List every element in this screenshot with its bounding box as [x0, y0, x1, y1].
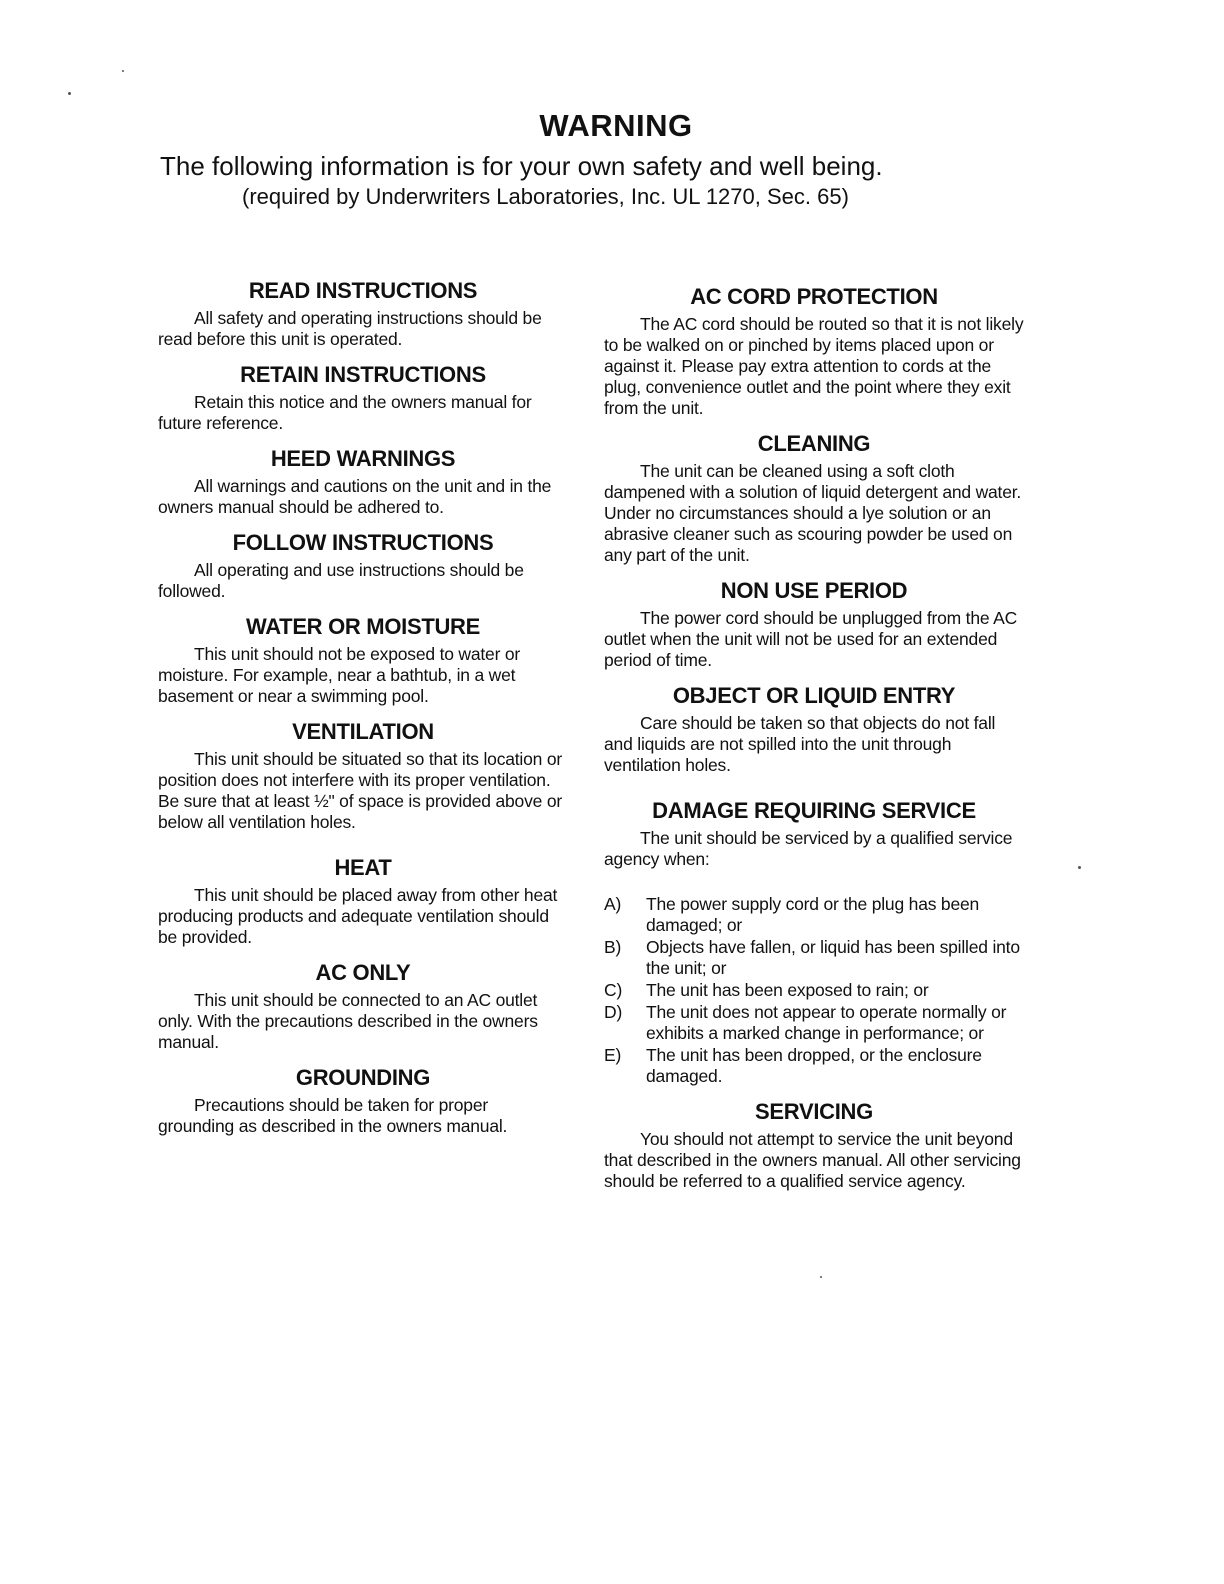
section-non-use-period — [604, 578, 1024, 671]
scan-speck — [820, 1276, 822, 1278]
section-body: This unit should be placed away from other heat producing products and adequate ventilation should be provided. — [158, 885, 558, 947]
section-body: All safety and operating instructions should be read before this unit is operated. — [158, 308, 542, 349]
section-water-or-moisture — [158, 614, 568, 707]
section-follow-instructions — [158, 530, 568, 602]
section-heat — [158, 855, 568, 948]
section-grounding — [158, 1065, 568, 1137]
section-servicing — [604, 1099, 1024, 1192]
section-ac-cord-protection — [604, 284, 1024, 419]
section-title: HEED WARNINGS — [270, 446, 456, 471]
section-title: WATER OR MOISTURE — [245, 614, 481, 639]
left-column — [158, 278, 568, 1149]
section-body: The unit should be serviced by a qualified service agency when: — [604, 828, 1013, 869]
section-body: This unit should not be exposed to water or moisture. For example, near a bathtub, in a wet basement or near a swimming pool. — [158, 644, 521, 706]
scan-speck — [68, 92, 71, 95]
section-title: READ INSTRUCTIONS — [248, 278, 478, 303]
section-title: GROUNDING — [295, 1065, 431, 1090]
section-ac-only — [158, 960, 568, 1053]
section-body: This unit should be connected to an AC outlet only. With the precautions described in the owners manual. — [158, 990, 538, 1052]
damage-conditions-list — [604, 894, 1024, 1087]
section-cleaning — [604, 431, 1024, 566]
list-item-text: The power supply cord or the plug has been damaged; or — [646, 894, 980, 935]
section-body: Retain this notice and the owners manual for future reference. — [158, 392, 532, 433]
section-title: SERVICING — [755, 1099, 873, 1124]
section-body: This unit should be situated so that its location or position does not interfere with its proper ventilation. Be sure that at least ½" of space is provided above or below all ventilation holes. — [158, 749, 563, 832]
section-body: The power cord should be unplugged from the AC outlet when the unit will not be used for an extended period of time. — [604, 608, 1018, 670]
section-title: RETAIN INSTRUCTIONS — [240, 362, 486, 387]
section-title: HEAT — [334, 855, 392, 880]
warning-title: WARNING — [539, 108, 693, 143]
section-title: NON USE PERIOD — [720, 578, 908, 603]
ul-requirement-note: (required by Underwriters Laboratories, Inc. UL 1270, Sec. 65) — [242, 184, 849, 209]
list-item-text: The unit has been dropped, or the enclosure damaged. — [646, 1045, 982, 1086]
section-body: Precautions should be taken for proper grounding as described in the owners manual. — [158, 1095, 508, 1136]
list-item — [604, 937, 1024, 979]
section-ventilation — [158, 719, 568, 833]
section-body: You should not attempt to service the unit beyond that described in the owners manual. All other servicing should be referred to a qualified service agency. — [604, 1129, 1021, 1191]
section-object-or-liquid-entry — [604, 683, 1024, 776]
list-marker: D) — [604, 1002, 623, 1022]
list-marker: C) — [604, 980, 623, 1000]
section-title: AC CORD PROTECTION — [690, 284, 938, 309]
list-item-text: The unit does not appear to operate normally or exhibits a marked change in performance; or — [646, 1002, 1007, 1043]
section-title: FOLLOW INSTRUCTIONS — [232, 530, 494, 555]
right-column — [604, 284, 1024, 1204]
section-title: AC ONLY — [315, 960, 411, 985]
section-title: OBJECT OR LIQUID ENTRY — [672, 683, 956, 708]
section-body: The unit can be cleaned using a soft cloth dampened with a solution of liquid detergent and water. Under no circumstances should a lye solution or an abrasive cleaner such as scouring powder be used on any part of the unit. — [604, 461, 1022, 565]
list-item — [604, 1002, 1024, 1044]
section-title: DAMAGE REQUIRING SERVICE — [652, 798, 976, 823]
section-body: All operating and use instructions should be followed. — [158, 560, 524, 601]
list-item-text: Objects have fallen, or liquid has been spilled into the unit; or — [646, 937, 1020, 978]
section-read-instructions — [158, 278, 568, 350]
list-marker: A) — [604, 894, 622, 914]
scan-speck — [1078, 866, 1081, 869]
section-damage-requiring-service — [604, 798, 1024, 1087]
scan-speck — [122, 70, 124, 72]
warning-header — [0, 108, 1224, 212]
section-body: Care should be taken so that objects do not fall and liquids are not spilled into the unit through ventilation holes. — [604, 713, 996, 775]
list-item — [604, 894, 1024, 936]
list-item-text: The unit has been exposed to rain; or — [646, 980, 929, 1000]
list-marker: B) — [604, 937, 622, 957]
section-body: The AC cord should be routed so that it is not likely to be walked on or pinched by items placed upon or against it. Please pay extra attention to cords at the plug, convenience outlet and the point where they exit from the unit. — [604, 314, 1024, 418]
section-title: VENTILATION — [292, 719, 434, 744]
list-marker: E) — [604, 1045, 622, 1065]
list-item — [604, 1045, 1024, 1087]
section-retain-instructions — [158, 362, 568, 434]
list-item — [604, 980, 1024, 1001]
section-heed-warnings — [158, 446, 568, 518]
section-body: All warnings and cautions on the unit and in the owners manual should be adhered to. — [158, 476, 552, 517]
section-title: CLEANING — [757, 431, 871, 456]
warning-subtitle: The following information is for your own safety and well being. — [160, 151, 883, 181]
